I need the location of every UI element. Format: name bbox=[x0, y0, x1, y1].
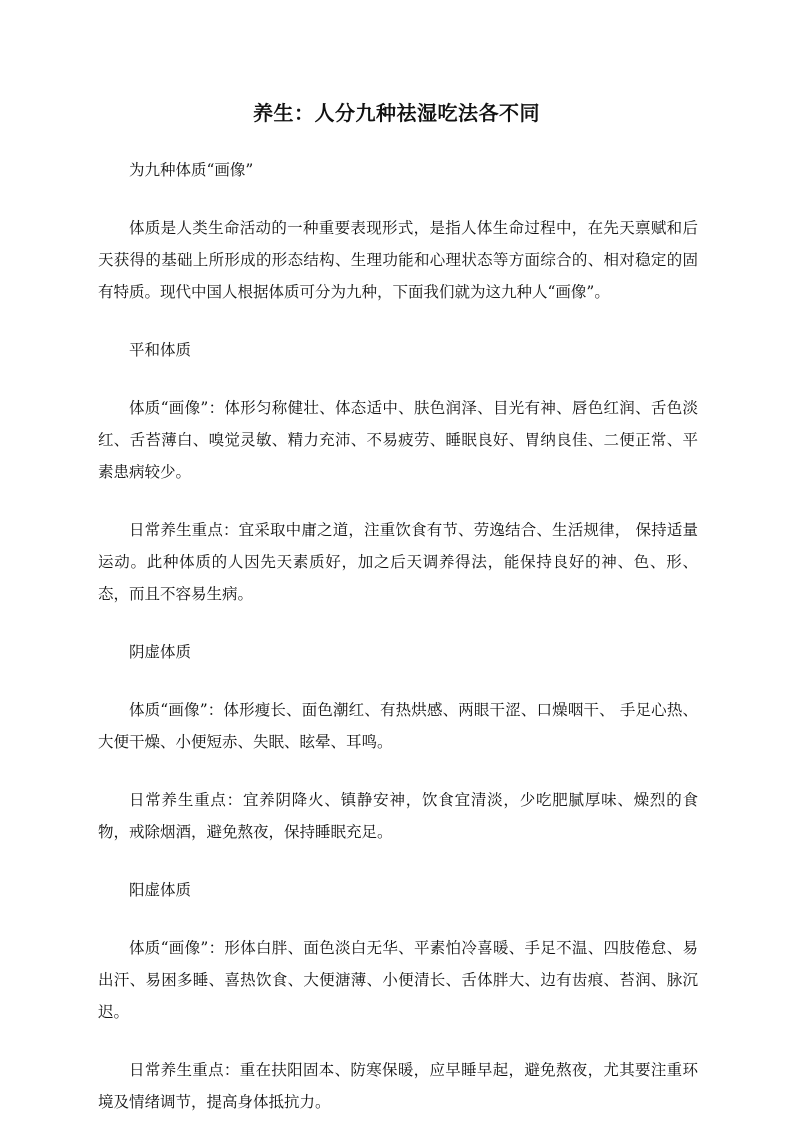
yin-portrait-paragraph: 体质“画像”：体形瘦长、面色潮红、有热烘感、两眼干涩、口燥咽干、 手足心热、大便干燥、小便短赤、失眠、眩晕、耳鸣。 bbox=[98, 701, 698, 751]
balanced-care-paragraph: 日常养生重点：宜采取中庸之道，注重饮食有节、劳逸结合、生活规律， 保持适量运动。此种体质的人因先天素质好，加之后天调养得法，能保持良好的神、色、形、态，而且不容易生病。 bbox=[98, 521, 698, 603]
balanced-portrait-paragraph: 体质“画像”：体形匀称健壮、体态适中、肤色润泽、目光有神、唇色红润、舌色淡红、舌苔薄白、嗅觉灵敏、精力充沛、不易疲劳、睡眠良好、胃纳良佳、二便正常、平素患病较少。 bbox=[98, 399, 698, 481]
page-title: 养生：人分九种祛湿吃法各不同 bbox=[253, 101, 540, 125]
document-body bbox=[98, 154, 698, 1144]
yin-care-paragraph: 日常养生重点：宜养阴降火、镇静安神，饮食宜清淡，少吃肥腻厚味、燥烈的食物，戒除烟酒，避免熬夜，保持睡眠充足。 bbox=[98, 791, 698, 841]
section-heading-balanced: 平和体质 bbox=[129, 341, 192, 359]
yang-portrait-paragraph: 体质“画像”：形体白胖、面色淡白无华、平素怕冷喜暖、手足不温、四肢倦怠、易出汗、易困多睡、喜热饮食、大便溏薄、小便清长、舌体胖大、边有齿痕、苔润、脉沉迟。 bbox=[98, 939, 698, 1021]
section-heading-yang-deficiency: 阳虚体质 bbox=[129, 881, 192, 899]
yang-care-paragraph: 日常养生重点：重在扶阳固本、防寒保暖，应早睡早起，避免熬夜，尤其要注重环境及情绪调节，提高身体抵抗力。 bbox=[98, 1061, 698, 1111]
section-heading-yin-deficiency: 阴虚体质 bbox=[129, 643, 192, 661]
section-heading-portrait: 为九种体质“画像” bbox=[129, 161, 254, 179]
intro-paragraph: 体质是人类生命活动的一种重要表现形式，是指人体生命过程中，在先天禀赋和后天获得的基础上所形成的形态结构、生理功能和心理状态等方面综合的、相对稳定的固有特质。现代中国人根据体质可分为九种，下面我们就为这九种人“画像”。 bbox=[98, 219, 698, 301]
